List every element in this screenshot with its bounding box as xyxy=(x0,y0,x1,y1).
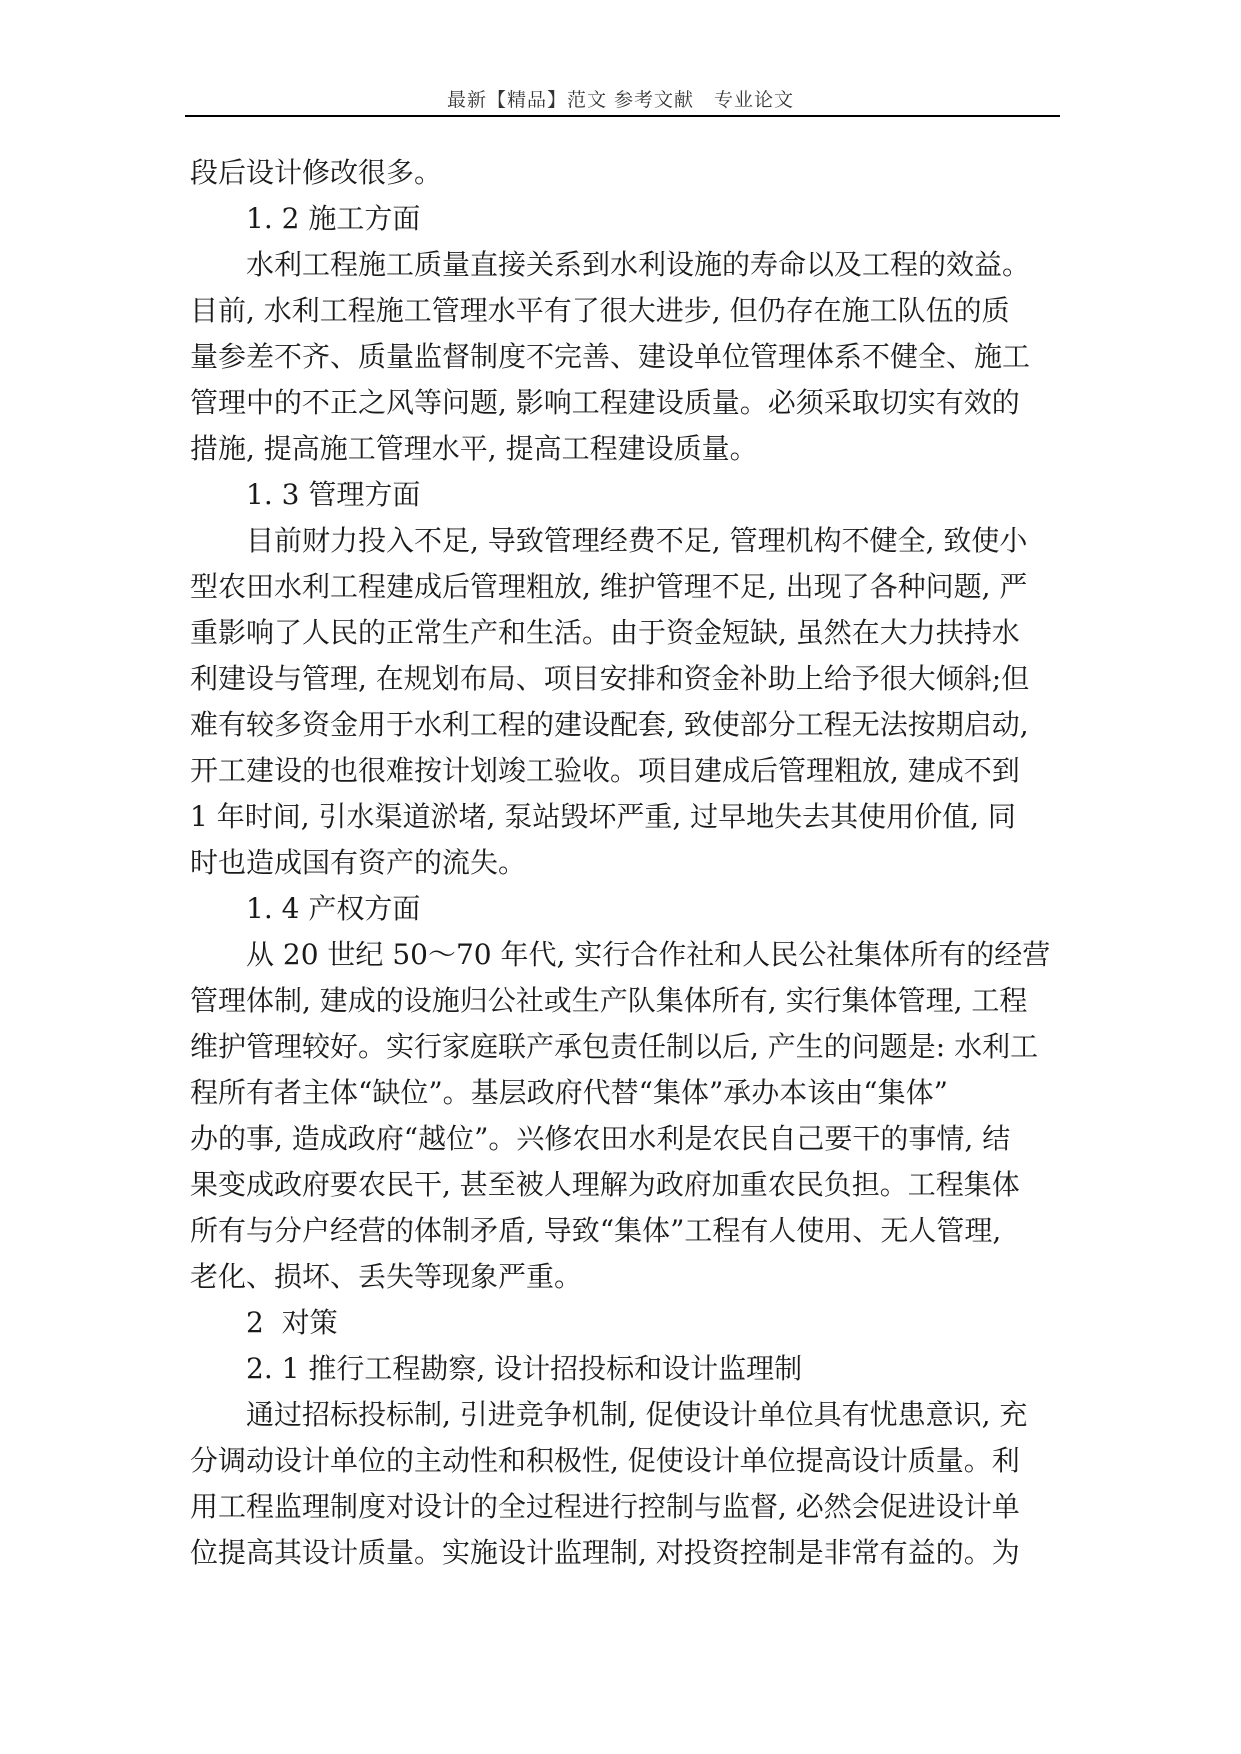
text-line: 目前, 水利工程施工管理水平有了很大进步, 但仍存在施工队伍的质 xyxy=(190,294,1010,327)
document-body xyxy=(190,150,1070,1576)
text-line: 措施, 提高施工管理水平, 提高工程建设质量。 xyxy=(190,432,758,465)
header-rule xyxy=(185,115,1060,117)
text-line: 目前财力投入不足, 导致管理经费不足, 管理机构不健全, 致使小 xyxy=(246,524,1028,557)
text-line: 型农田水利工程建成后管理粗放, 维护管理不足, 出现了各种问题, 严 xyxy=(190,570,1028,603)
text-line: 所有与分户经营的体制矛盾, 导致“集体”工程有人使用、无人管理, xyxy=(190,1214,1002,1247)
text-line: 位提高其设计质量。实施设计监理制, 对投资控制是非常有益的。为 xyxy=(190,1536,1020,1569)
text-line: 1. 2 施工方面 xyxy=(246,202,421,235)
text-line: 利建设与管理, 在规划布局、项目安排和资金补助上给予很大倾斜;但 xyxy=(190,662,1030,695)
text-line: 办的事, 造成政府“越位”。兴修农田水利是农民自己要干的事情, 结 xyxy=(190,1122,1011,1155)
text-line: 管理中的不正之风等问题, 影响工程建设质量。必须采取切实有效的 xyxy=(190,386,1020,419)
text-line: 通过招标投标制, 引进竞争机制, 促使设计单位具有忧患意识, 充 xyxy=(246,1398,1028,1431)
text-line: 1. 3 管理方面 xyxy=(246,478,421,511)
text-line: 从 20 世纪 50～70 年代, 实行合作社和人民公社集体所有的经营 xyxy=(246,938,1051,971)
text-line: 段后设计修改很多。 xyxy=(190,156,443,189)
text-line: 重影响了人民的正常生产和生活。由于资金短缺, 虽然在大力扶持水 xyxy=(190,616,1020,649)
text-line: 2. 1 推行工程勘察, 设计招投标和设计监理制 xyxy=(246,1352,803,1385)
text-line: 分调动设计单位的主动性和积极性, 促使设计单位提高设计质量。利 xyxy=(190,1444,1020,1477)
text-line: 时也造成国有资产的流失。 xyxy=(190,846,527,879)
text-line: 老化、损坏、丢失等现象严重。 xyxy=(190,1260,583,1293)
text-line: 量参差不齐、质量监督制度不完善、建设单位管理体系不健全、施工 xyxy=(190,340,1031,373)
text-line: 1 年时间, 引水渠道淤堵, 泵站毁坏严重, 过早地失去其使用价值, 同 xyxy=(190,800,1016,833)
text-line: 维护管理较好。实行家庭联产承包责任制以后, 产生的问题是: 水利工 xyxy=(190,1030,1039,1063)
text-line: 2 对策 xyxy=(246,1306,338,1339)
text-line: 水利工程施工质量直接关系到水利设施的寿命以及工程的效益。 xyxy=(246,248,1031,281)
text-line: 管理体制, 建成的设施归公社或生产队集体所有, 实行集体管理, 工程 xyxy=(190,984,1028,1017)
page-header: 最新【精品】范文 参考文献 专业论文 xyxy=(446,89,795,111)
text-line: 用工程监理制度对设计的全过程进行控制与监督, 必然会促进设计单 xyxy=(190,1490,1020,1523)
text-line: 开工建设的也很难按计划竣工验收。项目建成后管理粗放, 建成不到 xyxy=(190,754,1020,787)
text-line: 1. 4 产权方面 xyxy=(246,892,421,925)
text-line: 程所有者主体“缺位”。基层政府代替“集体”承办本该由“集体” xyxy=(190,1076,948,1109)
text-line: 果变成政府要农民干, 甚至被人理解为政府加重农民负担。工程集体 xyxy=(190,1168,1020,1201)
text-line: 难有较多资金用于水利工程的建设配套, 致使部分工程无法按期启动, xyxy=(190,708,1029,741)
